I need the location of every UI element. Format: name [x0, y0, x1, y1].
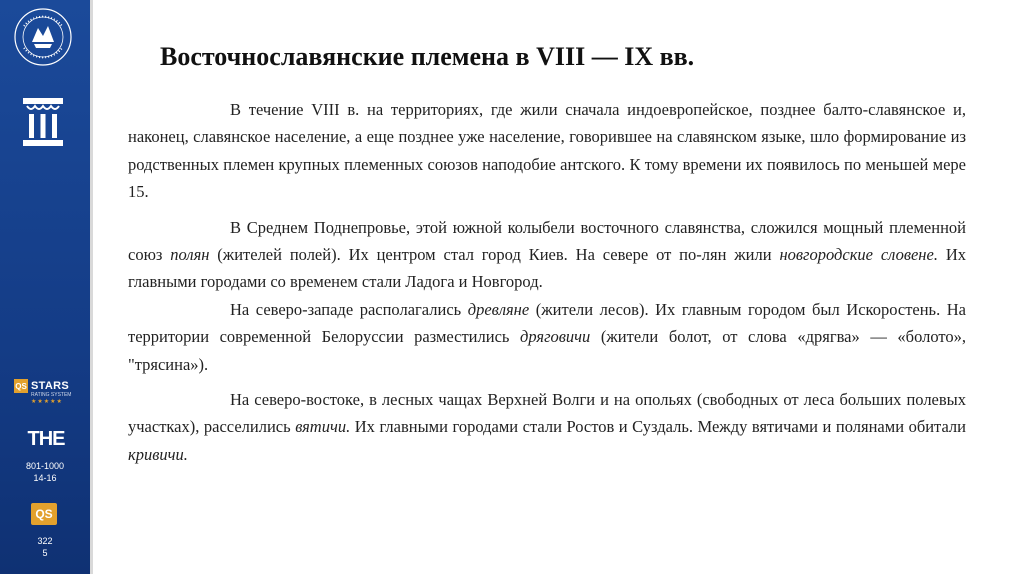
- stars-sub-label: RATING SYSTEM: [31, 392, 72, 398]
- stars-label: STARS: [31, 380, 69, 392]
- sidebar-edge: [90, 0, 93, 574]
- qs-ranking-logo: QS: [31, 503, 57, 525]
- paragraph-1-text: В течение VIII в. на территориях, где жили сначала индоевропейское, позднее балто-славянское и, наконец, славянское население, а еще позднее уже население, говорившее на славянском языке, шло формирование из родственных племен крупных племенных союзов наподобие антского. К тому времени их появилось по меньшей мере 15.: [128, 100, 966, 202]
- qs-stars-icon: QS: [14, 379, 28, 393]
- qs-rank-line-2: 5: [42, 548, 48, 558]
- tribe-vyatichi: вятичи.: [295, 417, 351, 437]
- paragraph-3-text-a: На северо-западе располагались: [230, 299, 468, 319]
- the-rank-line-2: 14-16: [33, 473, 57, 483]
- paragraph-3-text-c: (жители лесов). Их главным городом был Искоростень. На территории современной Белоруссии разместились: [128, 299, 966, 347]
- paragraph-2-text-e: Их главными городами со временем стали Ладога и Новгород.: [128, 245, 966, 292]
- paragraph-3: [128, 296, 966, 378]
- tribe-drevlyane: древляне: [467, 299, 530, 319]
- paragraph-4-text-a: На северо-востоке, в лесных чащах Верхней Волги и на опольях (свободных от леса больших полевых участках), расселились: [128, 390, 966, 437]
- tribe-polyane: полян: [170, 245, 210, 265]
- the-ranking-logo: THE: [27, 428, 65, 450]
- stars-rating-icon: ★★★★★: [31, 399, 63, 405]
- the-rank-line-1: 801-1000: [25, 461, 65, 471]
- slide-body: [128, 96, 966, 468]
- tribe-krivichi: кривичи.: [128, 444, 188, 464]
- sidebar: [0, 0, 90, 574]
- tribe-novgorod-slovene: новгородские словене.: [779, 245, 938, 265]
- paragraph-4-text-c: Их главными городами стали Ростов и Суздаль. Между вятичами и полянами обитали: [350, 417, 966, 437]
- paragraph-3-text-e: (жители болот, от слова «дрягва» — «болото», "трясина»).: [128, 327, 966, 374]
- paragraph-2-text-c: (жителей полей). Их центром стал город Киев. На севере от по-лян жили: [209, 245, 780, 265]
- qs-stars-badge: [14, 379, 76, 405]
- paragraph-2: [128, 214, 966, 296]
- slide-title: Восточнославянские племена в VIII — IX вв.: [160, 42, 695, 71]
- qs-ranking-value: [16, 535, 74, 559]
- classical-column-icon: [21, 96, 65, 148]
- paragraph-1: [128, 96, 966, 206]
- paragraph-2-text-a: В Среднем Поднепровье, этой южной колыбели восточного славянства, сложился мощный племенной союз: [128, 217, 966, 265]
- university-emblem-icon: [12, 6, 74, 68]
- tribe-dregovichi: дряговичи: [520, 327, 591, 347]
- the-ranking-value: [16, 460, 74, 484]
- qs-rank-line-1: 322: [37, 536, 53, 546]
- paragraph-4: [128, 386, 966, 468]
